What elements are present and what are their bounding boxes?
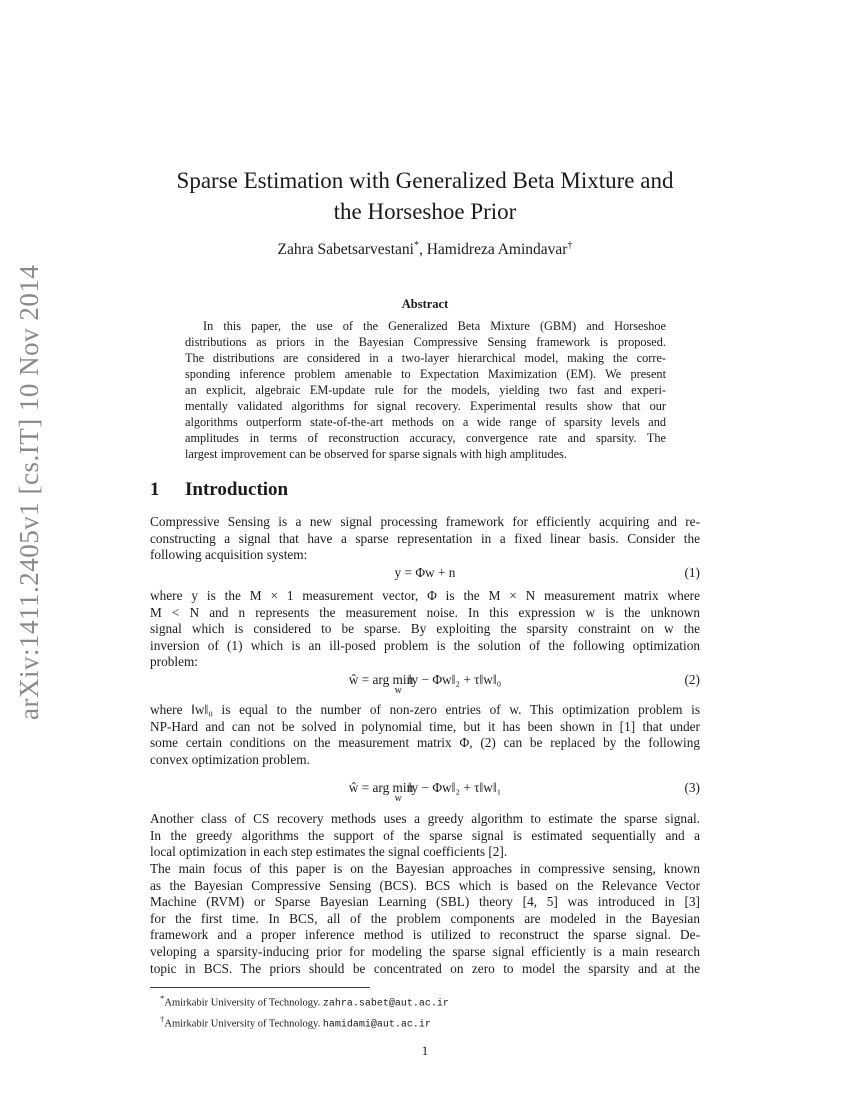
equation-2-right: ‖y − Φw‖₂ + τ‖w‖₀ xyxy=(407,672,502,687)
text-line: NP-Hard and can not be solved in polynomial time, but it has been shown in [1] that under xyxy=(150,718,700,734)
equation-3-left: ŵ = arg min xyxy=(348,780,414,795)
text-line: inversion of (1) which is an ill-posed problem is the solution of the following optimization xyxy=(150,637,700,653)
footnote-1 xyxy=(160,991,449,1012)
equation-3-number: (3) xyxy=(684,780,700,795)
equation-2-expression xyxy=(150,672,700,696)
text-line: The main focus of this paper is on the Bayesian approaches in compressive sensing, known xyxy=(150,861,700,876)
abstract-line: sponding inference problem amenable to Expectation Maximization (EM). We present xyxy=(185,367,666,381)
equation-3-expression xyxy=(150,780,700,804)
title-line-1: Sparse Estimation with Generalized Beta Mixture and xyxy=(176,168,674,193)
abstract-line: distributions as priors in the Bayesian Compressive Sensing framework is proposed. xyxy=(185,335,666,349)
footnote-affiliation: Amirkabir University of Technology. xyxy=(164,997,323,1009)
author-mark-1: * xyxy=(413,240,419,251)
text-line: where y is the M × 1 measurement vector, Φ is the M × N measurement matrix where xyxy=(150,588,700,603)
author-name-1: Zahra Sabetsarvestani xyxy=(277,241,414,259)
paragraph-1 xyxy=(150,514,700,564)
equation-2-left: ŵ = arg min xyxy=(348,672,414,687)
equation-1-number: (1) xyxy=(684,565,700,580)
text-line: framework and a proper inference method is utilized to reconstruct the sparse signal. De- xyxy=(150,927,700,943)
footnote-mark: † xyxy=(160,1013,165,1024)
author-separator: , xyxy=(418,241,427,259)
text-line: for the first time. In BCS, all of the problem components are modeled in the Bayesian xyxy=(150,910,700,926)
text-line: problem: xyxy=(150,654,199,670)
footnote-mark: * xyxy=(160,993,165,1003)
equation-3 xyxy=(150,780,700,804)
author-mark-2: † xyxy=(567,240,573,251)
text-line: Another class of CS recovery methods uses a greedy algorithm to estimate the sparse signal. xyxy=(150,811,700,826)
text-line: signal which is considered to be sparse. By exploiting the sparsity constraint on w the xyxy=(150,621,700,637)
abstract-line: amplitudes in terms of reconstruction accuracy, convergence rate and sparsity. The xyxy=(185,431,666,445)
text-line: M < N and n represents the measurement noise. In this expression w is the unknown xyxy=(150,604,700,620)
paragraph-4 xyxy=(150,811,700,861)
footnote-email: zahra.sabet@aut.ac.ir xyxy=(322,998,449,1010)
text-line: Compressive Sensing is a new signal processing framework for efficiently acquiring and re- xyxy=(150,514,700,529)
author-name-2: Hamidreza Amindavar xyxy=(426,241,568,259)
section-title: Introduction xyxy=(185,479,289,500)
text-line: where ‖w‖₀ is equal to the number of non-zero entries of w. This optimization problem is xyxy=(150,702,700,717)
abstract-line: an explicit, algebraic EM-update rule for the models, yielding two fast and experi- xyxy=(185,383,666,397)
title-line-2: the Horseshoe Prior xyxy=(333,199,517,224)
equation-2-subscript: w xyxy=(394,685,402,696)
abstract-line: mentally validated algorithms for signal recovery. Experimental results show that our xyxy=(185,399,666,413)
text-line: as the Bayesian Compressive Sensing (BCS). BCS which is based on the Relevance Vector xyxy=(150,877,700,893)
text-line: topic in BCS. The priors should be concentrated on zero to model the sparsity and at the xyxy=(150,960,700,976)
equation-1 xyxy=(150,565,700,583)
text-line: Machine (RVM) or Sparse Bayesian Learning (SBL) theory [4, 5] was introduced in [3] xyxy=(150,894,700,910)
page-number: 1 xyxy=(421,1043,429,1058)
text-line: local optimization in each step estimates the signal coefficients [2]. xyxy=(150,844,508,860)
footnote-2 xyxy=(160,1012,449,1033)
footnote-email: hamidami@aut.ac.ir xyxy=(322,1019,431,1030)
equation-3-subscript: w xyxy=(394,793,402,804)
text-line: constructing a signal that have a sparse representation in a fixed linear basis. Consider the xyxy=(150,530,700,546)
arxiv-identifier-stamp: arXiv:1411.2405v1 [cs.IT] 10 Nov 2014 xyxy=(14,264,44,720)
abstract-line: In this paper, the use of the Generalized Beta Mixture (GBM) and Horseshoe xyxy=(203,319,666,333)
abstract-body xyxy=(185,318,666,462)
paragraph-5 xyxy=(150,861,700,977)
equation-2 xyxy=(150,672,700,696)
abstract-line: largest improvement can be observed for sparse signals with high amplitudes. xyxy=(185,447,567,461)
text-line: following acquisition system: xyxy=(150,547,308,563)
abstract-line: algorithms outperform state-of-the-art methods on a wide range of sparsity levels and xyxy=(185,415,666,429)
equation-1-expression: y = Φw + n xyxy=(394,565,456,580)
text-line: veloping a sparsity-inducing prior for modeling the sparse signal efficiently is a main research xyxy=(150,943,700,959)
section-heading xyxy=(150,479,288,501)
author-list xyxy=(120,240,730,259)
abstract-line: The distributions are considered in a two-layer hierarchical model, making the corre- xyxy=(185,351,666,365)
footnote-affiliation: Amirkabir University of Technology. xyxy=(164,1018,323,1029)
paper-title xyxy=(120,165,730,227)
equation-2-number: (2) xyxy=(684,672,700,687)
paragraph-3 xyxy=(150,702,700,768)
abstract-heading: Abstract xyxy=(401,297,449,311)
footnote-divider xyxy=(150,987,370,988)
section-number: 1 xyxy=(150,479,160,500)
text-line: convex optimization problem. xyxy=(150,751,310,767)
text-line: some certain conditions on the measurement matrix Φ, (2) can be replaced by the following xyxy=(150,735,700,751)
footnotes xyxy=(160,991,449,1032)
equation-3-right: ‖y − Φw‖₂ + τ‖w‖₁ xyxy=(407,780,502,795)
text-line: In the greedy algorithms the support of the sparse signal is estimated sequentially and a xyxy=(150,827,700,843)
paragraph-2 xyxy=(150,588,700,671)
